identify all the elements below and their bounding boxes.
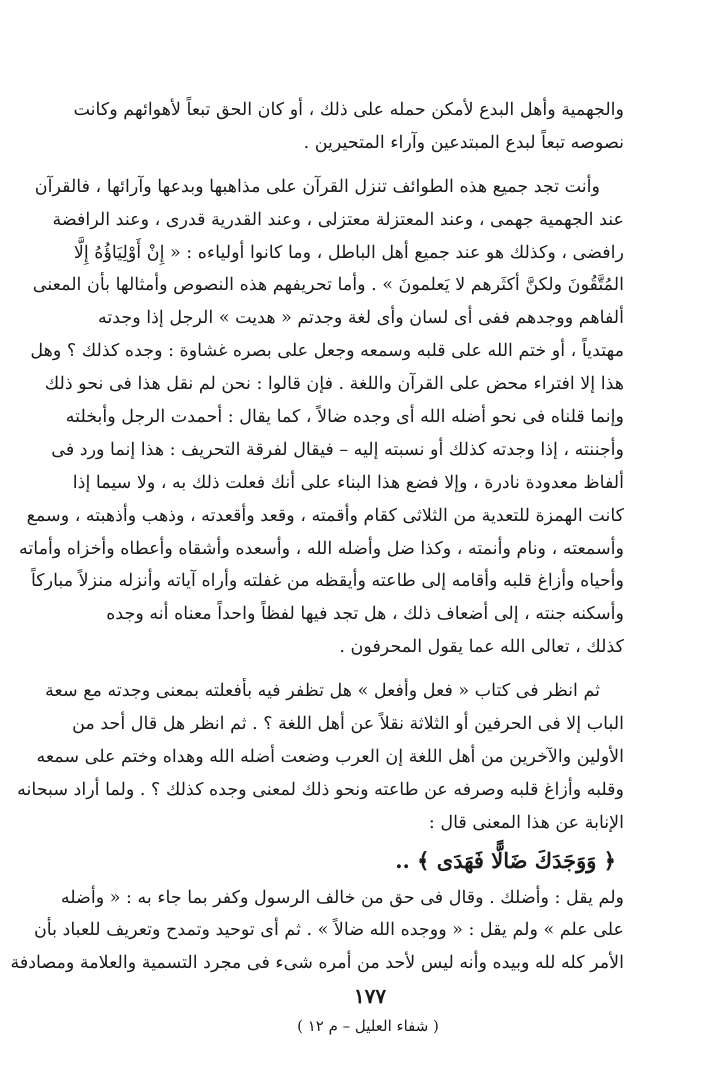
text-line: ولم يقل : وأضلك . وقال فى حق من خالف الرسول وكفر بما جاء به : « وأضله bbox=[60, 887, 624, 908]
text-line: ألفاظ معدودة نادرة ، وإلا فضع هذا البناء على أنك فعلت ذلك به ، ولا سيما إذا bbox=[72, 472, 624, 493]
text-line: والجهمية وأهل البدع لأمكن حمله على ذلك ، أو كان الحق تبعاً لأهوائهم وكانت bbox=[73, 100, 624, 120]
text-line: الأولين والآخرين من أهل اللغة إن العرب وضعت أضله الله وهداه وختم على سمعه bbox=[36, 746, 624, 767]
text-line: وأجننته ، إذا وجدته كذلك أو نسبته إليه – فيقال لفرقة التحريف : هذا إنما ورد فى bbox=[51, 439, 624, 460]
paragraph bbox=[19, 171, 624, 664]
quran-verse: ﴿ وَوَجَدَكَ ضَالًّا فَهَدَى ﴾ .. bbox=[395, 847, 616, 873]
text-line: ألفاهم ووجدهم ففى أى لسان وأى لغة وجدتم « هديت » الرجل إذا وجدته bbox=[97, 308, 624, 329]
text-line: وقلبه وأزاغ قلبه وصرفه عن طاعته ونحو ذلك لمعنى وجده كذلك ؟ . ولما أراد سبحانه bbox=[17, 779, 624, 800]
text-line: على علم » ولم يقل : « ووجده الله ضالاً » . ثم أى توحيد وتمدح وتعريف للعباد بأن bbox=[33, 920, 624, 941]
text-line: عند الجهمية جهمى ، وعند المعتزلة معتزلى ، وعند القدرية قدرى ، وعند الرافضة bbox=[52, 209, 624, 230]
paragraph bbox=[73, 94, 624, 160]
text-line: الأمر كله لله وبيده وأنه ليس لأحد من أمره شىء فى مجرد التسمية والعلامة ومصادفة bbox=[10, 953, 624, 974]
paragraph bbox=[17, 675, 624, 839]
text-line: الباب إلا فى الحرفين أو الثلاثة نقلاً عن أهل اللغة ؟ . ثم انظر هل قال أحد من bbox=[72, 714, 624, 735]
text-line: هذا إلا افتراء محض على القرآن واللغة . فإن قالوا : نحن لم نقل هذا فى نحو ذلك bbox=[44, 374, 624, 395]
page-number: ١٧٧ bbox=[353, 984, 387, 1008]
text-line: كذلك ، تعالى الله عما يقول المحرفون . bbox=[339, 637, 624, 658]
text-line: المُتَّقُونَ ولكنَّ أكثَرهم لا يَعلمونَ » . وأما تحريفهم هذه النصوص وأمثالها بأن المعنى bbox=[32, 275, 624, 296]
text-line: نصوصه تبعاً لبدع المبتدعين وآراء المتحيرين . bbox=[303, 132, 624, 153]
text-line: وأسمعته ، ونام وأنمته ، وكذا ضل وأضله الله ، وأسعده وأشقاه وأعطاه وأخزاه وأماته bbox=[19, 538, 624, 559]
text-line: الإنابة عن هذا المعنى قال : bbox=[428, 812, 624, 833]
text-line: وأحياه وأزاغ قلبه وأقامه إلى طاعته وأيقظه من غفلته وأراه آياته وأنزله منزلاً مباركاً bbox=[30, 571, 624, 592]
text-line: وأنت تجد جميع هذه الطوائف تنزل القرآن على مذاهبها وبدعها وآرائها ، فالقرآن bbox=[34, 176, 600, 197]
text-line: مهتدياً ، أو ختم الله على قلبه وسمعه وجعل على بصره غشاوة : وجده كذلك ؟ وهل bbox=[30, 341, 624, 362]
paragraph bbox=[10, 882, 624, 981]
text-line: وأسكنه جنته ، إلى أضعاف ذلك ، هل تجد فيها لفظاً واحداً معناه أنه وجده bbox=[106, 604, 624, 625]
text-line: وإنما قلناه فى نحو أضله الله أى وجده ضالاً ، كما يقال : أحمدت الرجل وأبخلته bbox=[65, 407, 624, 428]
text-line: ثم انظر فى كتاب « فعل وأفعل » هل تظفر فيه بأفعلته بمعنى وجدته مع سعة bbox=[45, 681, 600, 702]
book-signature: ( شفاء العليل – م ١٢ ) bbox=[297, 1017, 439, 1035]
body-text bbox=[10, 94, 624, 980]
text-line: كانت الهمزة للتعدية من الثلاثى كقام وأقمته ، وقعد وأقعدته ، وذهب وأذهبته ، وسمع bbox=[26, 505, 624, 526]
text-line: رافضى ، وكذلك هو عند جميع أهل الباطل ، وما كانوا أولياءه : « إِنْ أَوْلِيَاؤُهُ إِلَّا bbox=[73, 242, 624, 263]
